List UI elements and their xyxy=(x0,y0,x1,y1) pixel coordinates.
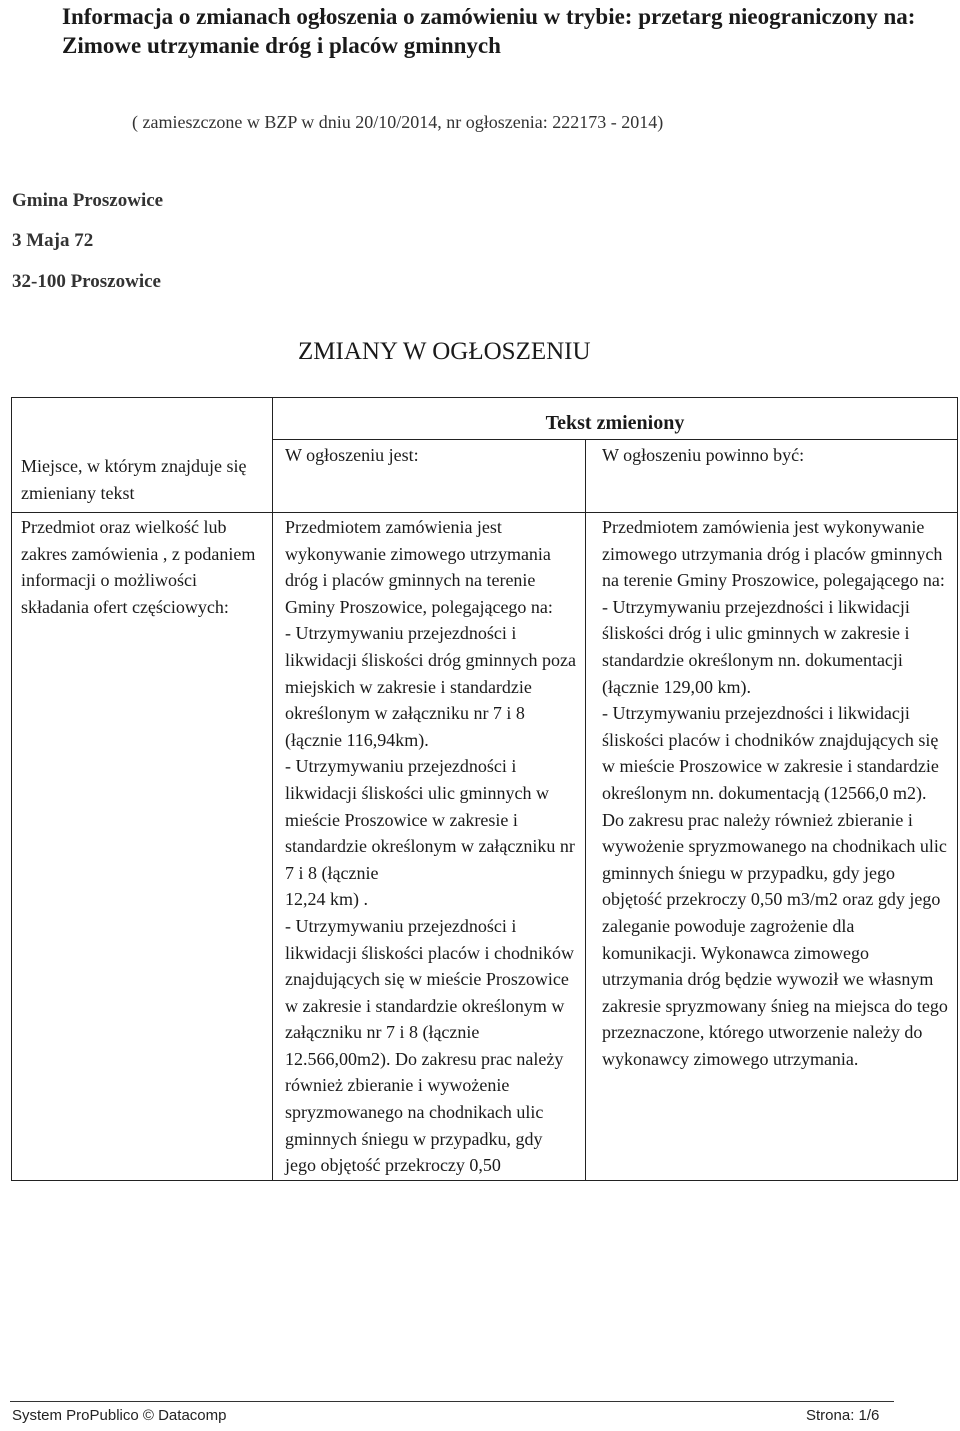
table-header-row xyxy=(12,398,958,440)
changed-text-header: Tekst zmieniony xyxy=(273,398,958,440)
is-header: W ogłoszeniu jest: xyxy=(285,445,419,465)
is-header-cell xyxy=(273,440,586,513)
should-be-header: W ogłoszeniu powinno być: xyxy=(602,445,805,465)
address-name: Gmina Proszowice xyxy=(12,190,164,211)
should-be-text: Przedmiotem zamówienia jest wykonywanie zimowego utrzymania dróg i placów gminnych na terenie Gminy Proszowice, polegającego na: - Utrzymywaniu przejezdności i likwidacji śliskości dróg i ulic gminnych w zakresie i standardzie określonym nn. dokumentacji (łącznie 129,00 km). - Utrzymywaniu przejezdności i likwidacji śliskości placów i chodników znajdujących się w mieście Proszowice w zakresie i standardzie określonym nn. dokumentacją (12566,0 m2). Do zakresu prac należy również zbieranie i wywożenie spryzmowanego na chodnikach ulic gminnych śniegu w przypadku, gdy jego objętość przekroczy 0,50 m3/m2 oraz gdy jego zaleganie powoduje zagrożenie dla komunikacji. Wykonawca zimowego utrzymania dróg będzie wywoził we własnym zakresie spryzmowany śnieg na miejsca do tego przeznaczone, którego utworzenie należy do wykonawcy zimowego utrzymania. xyxy=(602,517,948,1069)
place-cell xyxy=(12,513,273,1181)
is-text-cell xyxy=(273,513,586,1181)
place-header-cell xyxy=(12,398,273,513)
should-be-header-cell xyxy=(586,440,958,513)
section-heading: ZMIANY W OGŁOSZENIU xyxy=(298,338,591,365)
document-title: Informacja o zmianach ogłoszenia o zamówieniu w trybie: przetarg nieograniczony na: Zimowe utrzymanie dróg i placów gminnych xyxy=(62,4,916,58)
page-number: Strona: 1/6 xyxy=(806,1407,880,1424)
address-city: 32-100 Proszowice xyxy=(12,271,161,292)
should-be-text-cell xyxy=(586,513,958,1181)
footer-system: System ProPublico © Datacomp xyxy=(12,1407,227,1424)
is-text: Przedmiotem zamówienia jest wykonywanie zimowego utrzymania dróg i placów gminnych na terenie Gminy Proszowice, polegającego na: - Utrzymywaniu przejezdności i likwidacji śliskości dróg gminnych poza miejskich w zakresie i standardzie określonym w załączniku nr 7 i 8 (łącznie 116,94km). - Utrzymywaniu przejezdności i likwidacji śliskości ulic gminnych w mieście Proszowice w zakresie i standardzie określonym w załączniku nr 7 i 8 (łącznie 12,24 km) . - Utrzymywaniu przejezdności i likwidacji śliskości placów i chodników znajdujących się w mieście Proszowice w zakresie i standardzie określonym w załączniku nr 7 i 8 (łącznie 12.566,00m2). Do zakresu prac należy również zbieranie i wywożenie spryzmowanego na chodnikach ulic gminnych śniegu w przypadku, gdy jego objętość przekroczy 0,50 xyxy=(285,517,576,1176)
table-row xyxy=(12,513,958,1181)
address-street: 3 Maja 72 xyxy=(12,230,94,251)
publication-info: ( zamieszczone w BZP w dniu 20/10/2014, nr ogłoszenia: 222173 - 2014) xyxy=(132,112,664,132)
changes-table xyxy=(11,397,958,1181)
place-text: Przedmiot oraz wielkość lub zakres zamówienia , z podaniem informacji o możliwości składania ofert częściowych: xyxy=(21,517,256,617)
footer-divider xyxy=(10,1401,894,1402)
place-header: Miejsce, w którym znajduje się zmieniany tekst xyxy=(21,456,247,503)
